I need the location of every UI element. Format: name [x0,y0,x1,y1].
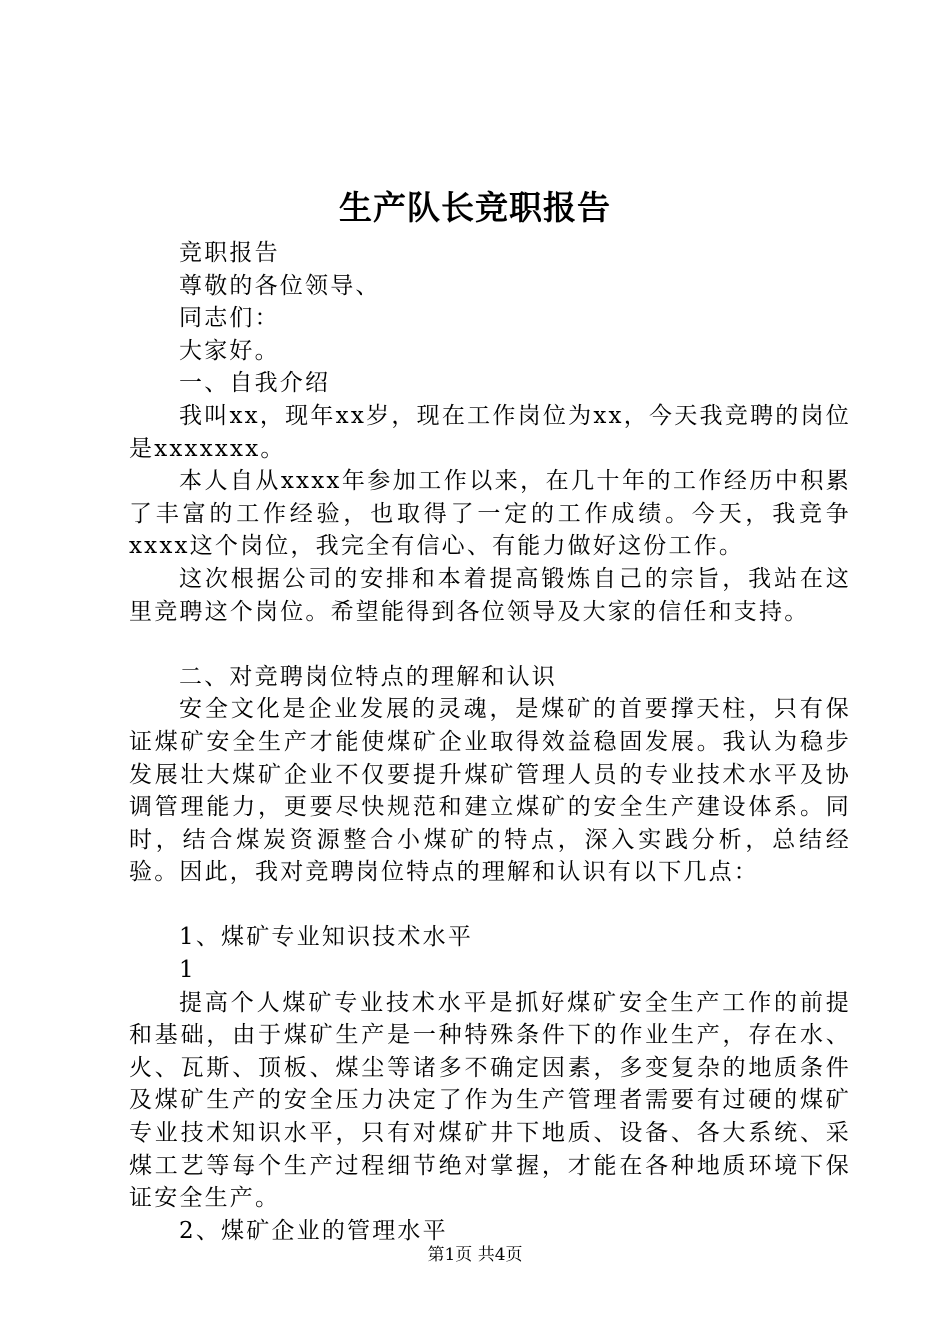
paragraph-salutation-comrades: 同志们： [179,305,280,332]
paragraph-purpose: 这次根据公司的安排和本着提高锻炼自己的宗旨，我站在这里竞聘这个岗位。希望能得到各位领导及大家的信任和支持。 [129,565,851,625]
paragraph-greeting: 大家好。 [179,337,280,364]
paragraph-self-intro: 我叫xx，现年xx岁，现在工作岗位为xx，今天我竞聘的岗位是xxxxxxx。 [129,402,851,462]
subheading-technical-level: 1、煤矿专业知识技术水平 [179,924,474,951]
paragraph-marker: 1 [179,957,196,984]
paragraph-technical-level: 提高个人煤矿专业技术水平是抓好煤矿安全生产工作的前提和基础，由于煤矿生产是一种特殊条件下的作业生产，存在水、火、瓦斯、顶板、煤尘等诸多不确定因素，多变复杂的地质条件及煤矿生产的安全压力决定了作为生产管理者需要有过硬的煤矿专业技术知识水平，只有对煤矿井下地质、设备、各大系统、采煤工艺等每个生产过程细节绝对掌握，才能在各种地质环境下保证安全生产。 [129,989,851,1212]
document-title: 生产队长竞职报告 [339,188,611,227]
subheading-management-level: 2、煤矿企业的管理水平 [179,1217,448,1244]
paragraph-safety-culture: 安全文化是企业发展的灵魂，是煤矿的首要撑天柱，只有保证煤矿安全生产才能使煤矿企业取得效益稳固发展。我认为稳步发展壮大煤矿企业不仅要提升煤矿管理人员的专业技术水平及协调管理能力，更要尽快规范和建立煤矿的安全生产建设体系。同时，结合煤炭资源整合小煤矿的特点，深入实践分析，总结经验。因此，我对竞聘岗位特点的理解和认识有以下几点： [129,696,851,886]
paragraph-heading-report: 竞职报告 [179,240,280,266]
paragraph-experience: 本人自从xxxx年参加工作以来，在几十年的工作经历中积累了丰富的工作经验，也取得了一定的工作成绩。今天，我竞争xxxx这个岗位，我完全有信心、有能力做好这份工作。 [129,468,851,560]
section-heading-self-intro: 一、自我介绍 [179,370,331,397]
paragraph-salutation: 尊敬的各位领导、 [179,272,381,299]
page-number-footer: 第1页 共4页 [427,1245,523,1265]
section-heading-understanding: 二、对竞聘岗位特点的理解和认识 [179,663,557,690]
document-body [129,237,851,1247]
